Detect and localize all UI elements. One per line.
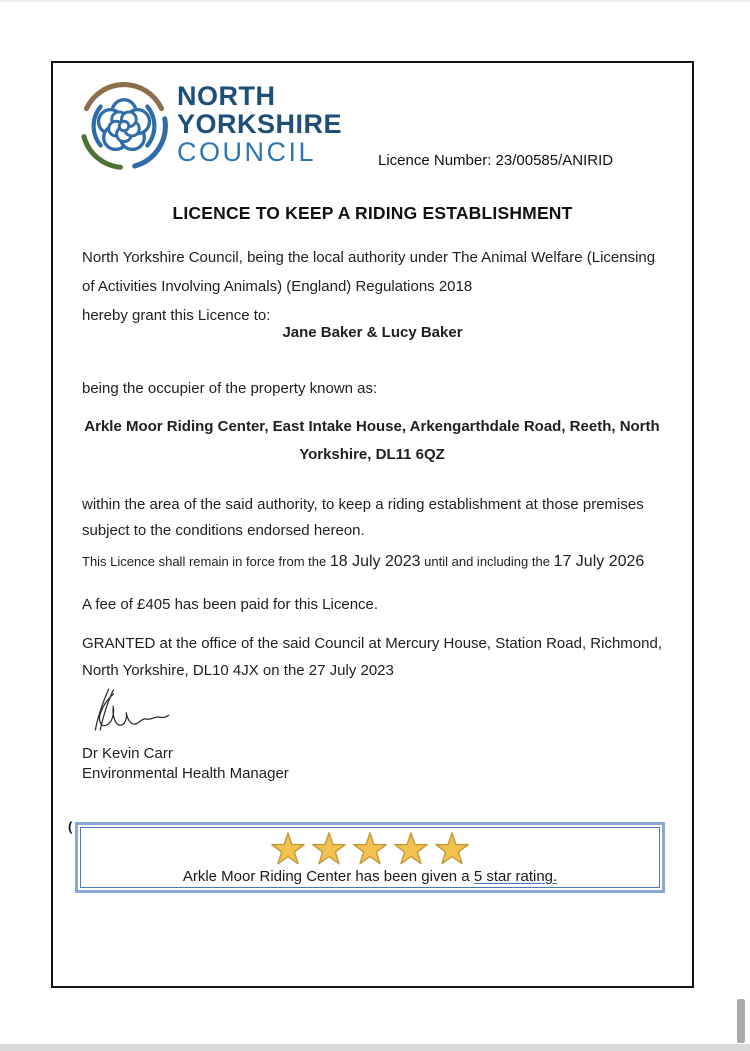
stray-character: ( (68, 819, 73, 834)
star-icon (392, 831, 430, 866)
star-icon (310, 831, 348, 866)
end-date: 17 July 2026 (553, 553, 645, 570)
granted-line-1: GRANTED at the office of the said Council at Mercury House, Station Road, Richmond, (82, 635, 662, 652)
fee-line: A fee of £405 has been paid for this Licence. (82, 596, 379, 613)
signatory-title: Environmental Health Manager (82, 765, 289, 782)
vertical-scrollbar-thumb[interactable] (737, 999, 745, 1043)
council-logo (78, 80, 342, 172)
star-icon (433, 831, 471, 866)
yorkshire-rose-icon (78, 80, 170, 172)
start-date: 18 July 2023 (329, 553, 421, 570)
logo-word-north: NORTH (177, 81, 276, 111)
licensee-name: Jane Baker & Lucy Baker (282, 324, 463, 341)
validity-middle: until and including the (420, 554, 554, 569)
signatory-block (82, 744, 289, 784)
licence-number: Licence Number: 23/00585/ANIRID (378, 152, 614, 169)
horizontal-scrollbar-track[interactable] (0, 1044, 750, 1051)
rating-caption-text: Arkle Moor Riding Center has been given a (182, 868, 474, 885)
intro-line-1: North Yorkshire Council, being the local authority under The Animal Welfare (Licensing (82, 249, 656, 266)
granted-line-2: North Yorkshire, DL10 4JX on the 27 July 2023 (82, 662, 394, 679)
rating-caption (183, 868, 557, 885)
star-rating-box (75, 822, 665, 893)
property-address-line-1: Arkle Moor Riding Center, East Intake House, Arkengarthdale Road, Reeth, North (84, 418, 660, 435)
validity-prefix: This Licence shall remain in force from the (82, 554, 330, 569)
logo-word-yorkshire: YORKSHIRE (177, 109, 343, 139)
star-rating-box-inner (80, 827, 660, 888)
rating-link[interactable]: 5 star rating. (473, 868, 558, 885)
signatory-name: Dr Kevin Carr (82, 745, 173, 762)
intro-line-2: of Activities Involving Animals) (England) Regulations 2018 (82, 278, 473, 295)
star-icon (351, 831, 389, 866)
window-top-edge (0, 0, 750, 2)
validity-line (82, 553, 682, 571)
intro-paragraph (82, 243, 674, 330)
granted-paragraph (82, 630, 674, 684)
star-row (269, 831, 471, 867)
document-title: LICENCE TO KEEP A RIDING ESTABLISHMENT (172, 203, 573, 223)
area-line-1: within the area of the said authority, to keep a riding establishment at those premises (82, 496, 644, 513)
signature-icon (84, 685, 179, 735)
logo-word-council: COUNCIL (177, 137, 317, 167)
council-logo-text (177, 82, 342, 166)
intro-line-3: hereby grant this Licence to: (82, 307, 271, 324)
star-icon (269, 831, 307, 866)
occupier-line: being the occupier of the property known as: (82, 380, 378, 397)
area-paragraph (82, 492, 674, 544)
area-line-2: subject to the conditions endorsed hereon. (82, 522, 365, 539)
property-address (72, 413, 672, 469)
property-address-line-2: Yorkshire, DL11 6QZ (299, 446, 445, 463)
